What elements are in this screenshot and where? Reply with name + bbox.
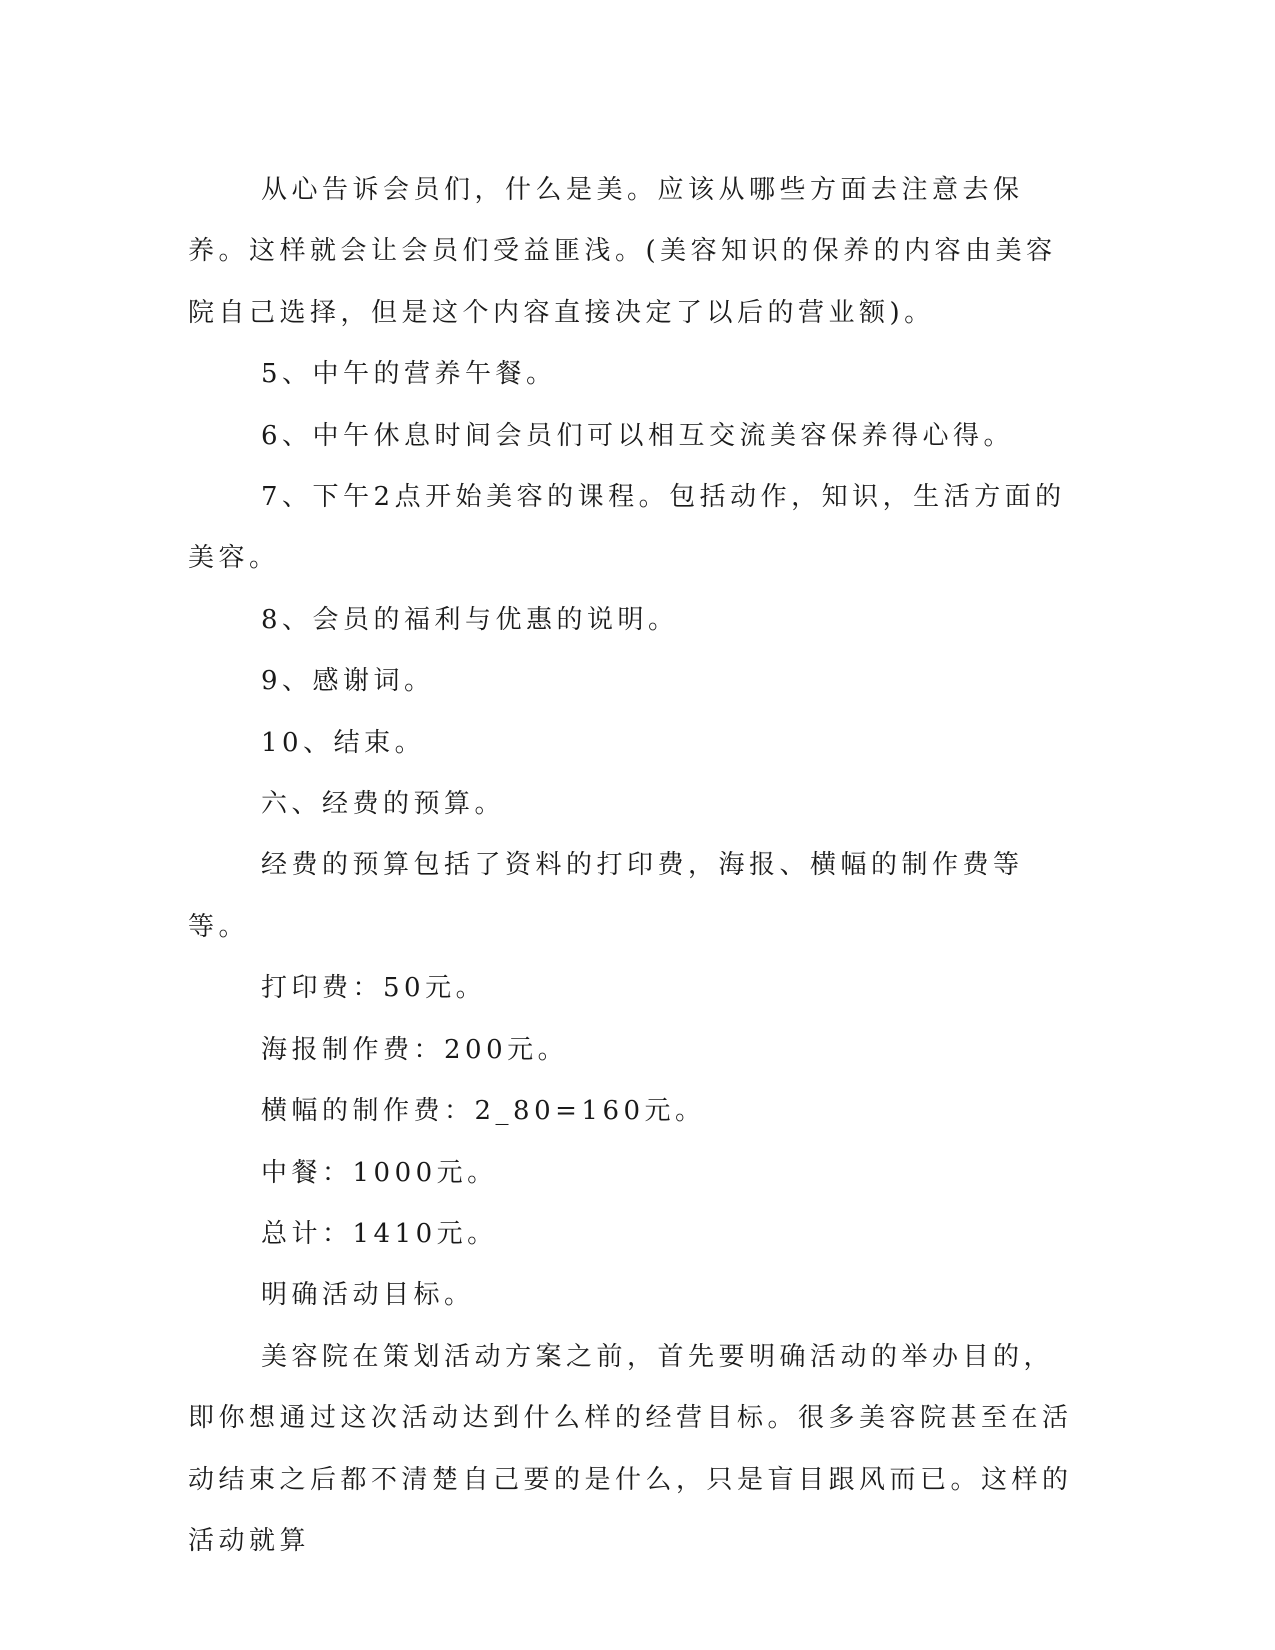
- paragraph-item-8-benefits: 8、会员的福利与优惠的说明。: [261, 604, 679, 635]
- budget-line-banner: 横幅的制作费：2_80=160元。: [261, 1096, 706, 1127]
- paragraph-beauty-intro: 从心告诉会员们，什么是美。应该从哪些方面去注意去保养。这样就会让会员们受益匪浅。(美容知识的保养的内容由美容院自己选择，但是这个内容直接决定了以后的营业额)。: [188, 175, 1057, 328]
- paragraph-item-10-end: 10、结束。: [261, 727, 426, 758]
- section-heading-goals: 明确活动目标。: [261, 1280, 475, 1311]
- document-page: [188, 160, 1078, 1572]
- paragraph-item-9-thanks: 9、感谢词。: [261, 666, 435, 697]
- section-heading-budget: 六、经费的预算。: [261, 789, 506, 820]
- budget-line-total: 总计：1410元。: [261, 1218, 498, 1249]
- budget-line-lunch: 中餐：1000元。: [261, 1157, 498, 1188]
- budget-line-printing: 打印费：50元。: [261, 973, 487, 1004]
- paragraph-item-5-lunch: 5、中午的营养午餐。: [261, 359, 557, 390]
- paragraph-goals-body: 美容院在策划活动方案之前，首先要明确活动的举办目的，即你想通过这次活动达到什么样的经营目标。很多美容院甚至在活动结束之后都不清楚自己要的是什么，只是盲目跟风而已。这样的活动就算: [188, 1341, 1073, 1556]
- paragraph-item-7-course: 7、下午2点开始美容的课程。包括动作，知识，生活方面的美容。: [188, 482, 1066, 574]
- paragraph-budget-summary: 经费的预算包括了资料的打印费，海报、横幅的制作费等等。: [188, 850, 1024, 942]
- budget-line-poster: 海报制作费：200元。: [261, 1034, 569, 1065]
- paragraph-item-6-break: 6、中午休息时间会员们可以相互交流美容保养得心得。: [261, 420, 1015, 451]
